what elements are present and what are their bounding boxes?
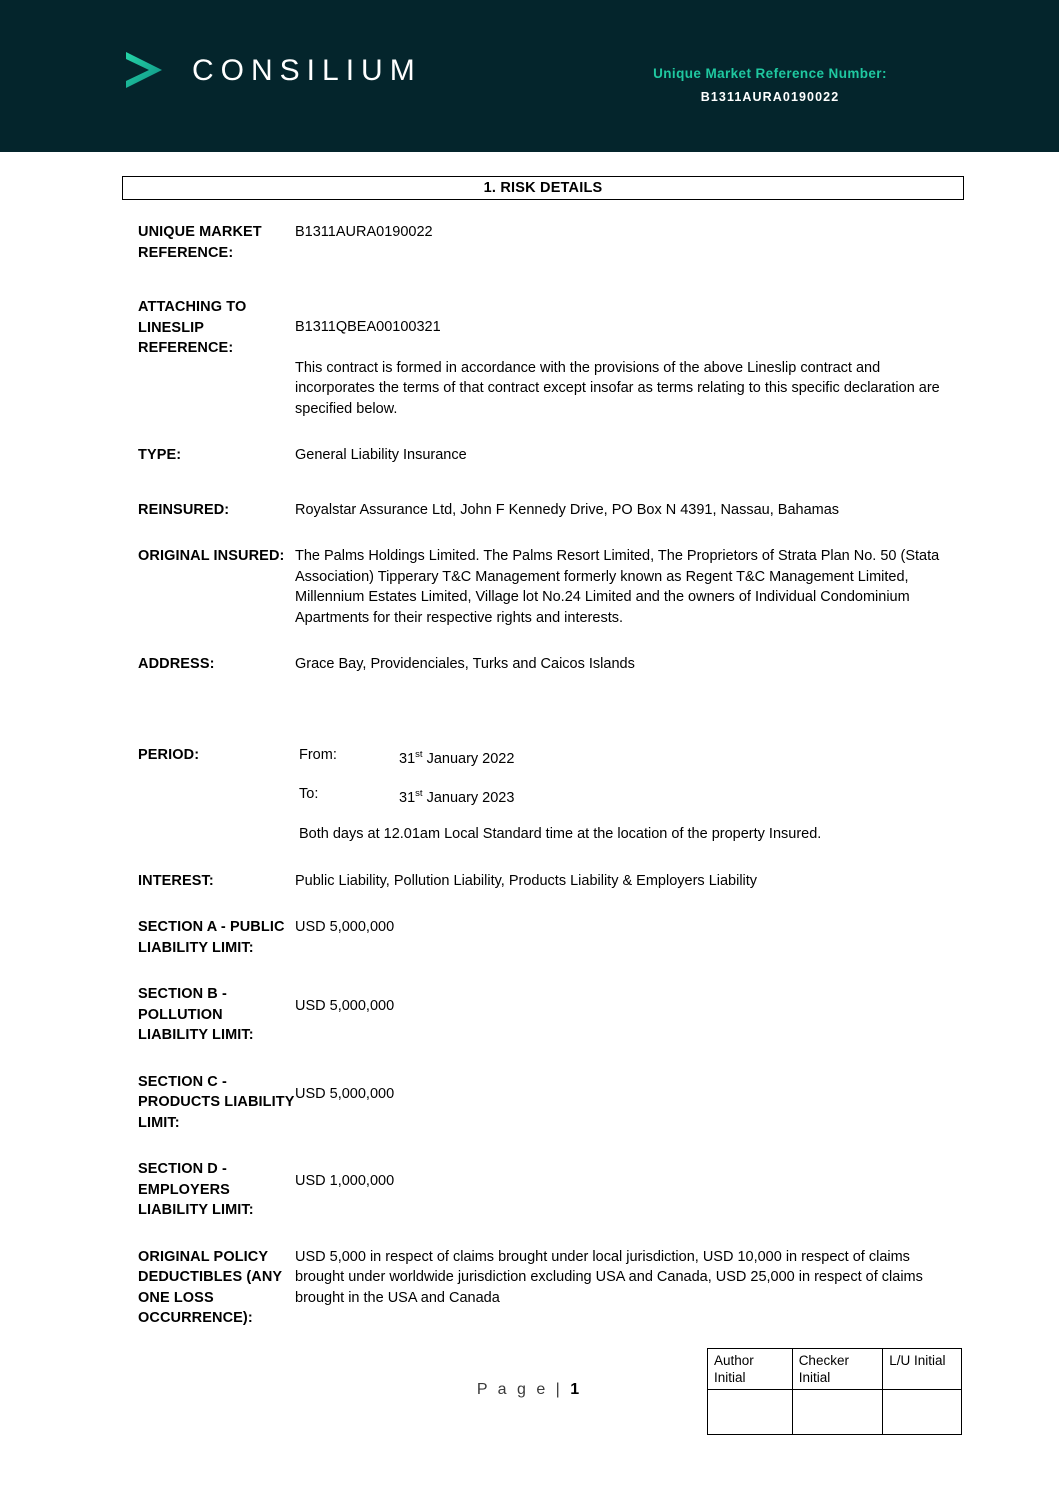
- spacer: [0, 891, 1059, 917]
- row-original-insured: [0, 546, 1059, 628]
- table-row: [708, 1349, 962, 1390]
- spacer: [0, 419, 1059, 445]
- value-attaching-reference: B1311QBEA00100321: [295, 319, 441, 335]
- consilium-chevron-logo-icon: [122, 48, 176, 94]
- value-deductibles: USD 5,000 in respect of claims brought under local jurisdiction, USD 10,000 in respect of claims brought under worldwide jurisdiction excluding USA and Canada, USD 25,000 in respect of claims brought in the USA and Canada: [295, 1248, 923, 1306]
- label-attaching-to-lineslip: ATTACHING TO LINESLIP REFERENCE:: [138, 299, 247, 356]
- period-from-line: [299, 745, 959, 769]
- value-section-d: USD 1,000,000: [295, 1173, 395, 1190]
- value-address: Grace Bay, Providenciales, Turks and Caicos Islands: [295, 656, 635, 672]
- page-number-value: 1: [570, 1381, 583, 1398]
- period-from-value: 31st January 2022: [399, 748, 515, 767]
- label-reinsured: REINSURED:: [138, 501, 230, 518]
- value-attaching-paragraph: This contract is formed in accordance with the provisions of the above Lineslip contract and incorporates the terms of that contract except insofar as terms relating to this specific declaration are specified below.: [295, 359, 940, 417]
- table-row: [708, 1390, 962, 1435]
- initials-author-cell[interactable]: [708, 1390, 793, 1435]
- spacer: [0, 1221, 1059, 1247]
- value-section-c: USD 5,000,000: [295, 1085, 395, 1102]
- label-section-b: SECTION B - POLLUTION LIABILITY LIMIT:: [138, 986, 254, 1044]
- row-interest: [0, 871, 1059, 892]
- row-section-c: [0, 1072, 1059, 1134]
- row-section-b: [0, 984, 1059, 1046]
- initials-author-header: Author Initial: [708, 1349, 793, 1390]
- header-umr-value: B1311AURA0190022: [700, 90, 840, 104]
- value-interest: Public Liability, Pollution Liability, Products Liability & Employers Liability: [295, 872, 758, 889]
- initials-lu-cell[interactable]: [883, 1390, 962, 1435]
- spacer: [0, 263, 1059, 297]
- brand-name: CONSILIUM: [192, 54, 422, 87]
- value-type: General Liability Insurance: [295, 447, 467, 463]
- spacer: [0, 628, 1059, 654]
- risk-details-body: [0, 222, 1059, 1329]
- label-section-d: SECTION D - EMPLOYERS LIABILITY LIMIT:: [138, 1161, 254, 1219]
- row-section-d: [0, 1159, 1059, 1221]
- label-section-c: SECTION C - PRODUCTS LIABILITY LIMIT:: [138, 1073, 295, 1131]
- header-umr-label: Unique Market Reference Number:: [653, 66, 887, 81]
- row-unique-market-reference: [0, 222, 1059, 263]
- label-original-insured: ORIGINAL INSURED:: [138, 548, 285, 564]
- period-from-key: From:: [299, 746, 337, 763]
- value-section-b: USD 5,000,000: [295, 998, 395, 1015]
- brand-logo: [122, 48, 422, 94]
- spacer: [0, 675, 1059, 719]
- spacer: [0, 845, 1059, 871]
- row-address: [0, 654, 1059, 675]
- section-title: 1. RISK DETAILS: [483, 180, 603, 196]
- initials-checker-header: Checker Initial: [792, 1349, 883, 1390]
- spacer: [0, 1046, 1059, 1072]
- initials-lu-header: L/U Initial: [883, 1349, 962, 1390]
- label-address: ADDRESS:: [138, 656, 215, 672]
- initials-checker-cell[interactable]: [792, 1390, 883, 1435]
- label-type: TYPE:: [138, 447, 182, 463]
- period-note: Both days at 12.01am Local Standard time at the location of the property Insured.: [299, 826, 822, 843]
- row-attaching-to-lineslip: [0, 297, 1059, 419]
- label-period: PERIOD:: [138, 746, 200, 763]
- header-umr-block: [560, 66, 980, 104]
- period-to-line: [299, 784, 959, 808]
- spacer: [0, 958, 1059, 984]
- header-band: [0, 0, 1059, 152]
- period-to-key: To:: [299, 785, 319, 802]
- row-period: [0, 745, 1059, 845]
- label-deductibles: ORIGINAL POLICY DEDUCTIBLES (ANY ONE LOSS OCCURRENCE):: [138, 1248, 282, 1327]
- initials-table: [707, 1348, 962, 1435]
- period-to-value: 31st January 2023: [399, 787, 515, 806]
- value-reinsured: Royalstar Assurance Ltd, John F Kennedy Drive, PO Box N 4391, Nassau, Bahamas: [295, 501, 840, 518]
- label-section-a: SECTION A - PUBLIC LIABILITY LIMIT:: [138, 919, 285, 956]
- label-interest: INTEREST:: [138, 872, 214, 889]
- row-reinsured: [0, 500, 1059, 521]
- value-unique-market-reference: B1311AURA0190022: [295, 224, 433, 240]
- page-number-prefix: P a g e |: [476, 1381, 571, 1398]
- spacer: [0, 719, 1059, 745]
- spacer: [0, 466, 1059, 500]
- row-type: [0, 445, 1059, 466]
- label-unique-market-reference: UNIQUE MARKET REFERENCE:: [138, 224, 262, 261]
- value-period-block: [295, 745, 1059, 845]
- value-original-insured: The Palms Holdings Limited. The Palms Resort Limited, The Proprietors of Strata Plan No. 50 (Stata Association) Tipperary T&C Management formerly known as Regent T&C Management Limited, Millennium Estates Limited, Village lot No.24 Limited and the owners of Individual Condominium Apartments for their respective rights and interests.: [295, 548, 940, 626]
- row-section-a: [0, 917, 1059, 958]
- spacer: [0, 1133, 1059, 1159]
- spacer: [0, 520, 1059, 546]
- value-section-a: USD 5,000,000: [295, 919, 395, 936]
- row-deductibles: [0, 1247, 1059, 1329]
- section-title-box: [122, 176, 964, 200]
- value-attaching-block: [295, 297, 1059, 419]
